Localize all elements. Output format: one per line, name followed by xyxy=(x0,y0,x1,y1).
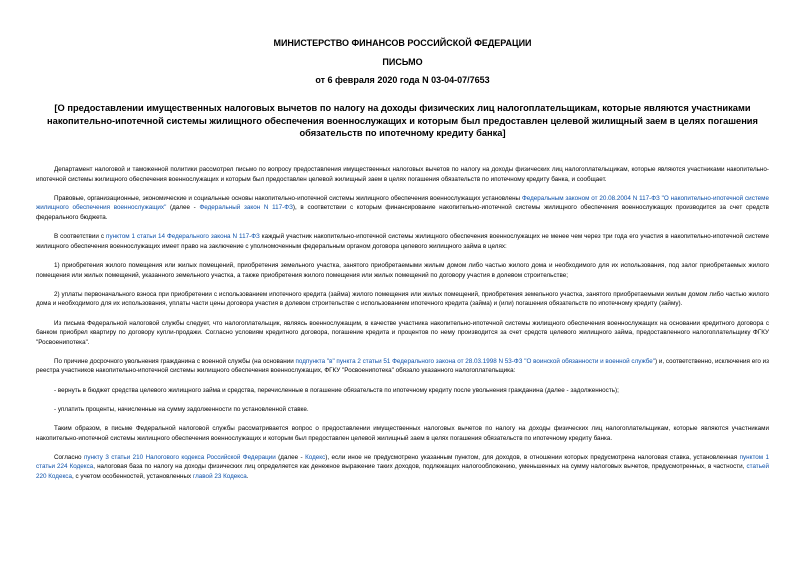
text-run: ), в соответствии с которым финансирование накопительно-ипотечной системы жилищного обеспечения военнослужащих производится за счет средств федерального бюджета. xyxy=(36,204,769,221)
document-body xyxy=(36,165,769,491)
law-53fz-link[interactable]: подпункта "в" пункта 2 статьи 51 Федерального закона от 28.03.1998 N 53-ФЗ "О воинской обязанности и военной службе" xyxy=(295,357,656,365)
tax-code-article-210-link[interactable]: пункту 3 статьи 210 Налогового кодекса Российской Федерации xyxy=(83,453,276,461)
paragraph-11 xyxy=(36,453,769,482)
text-run: (далее - xyxy=(166,204,200,212)
tax-code-link[interactable]: Кодекс xyxy=(305,453,326,461)
text-run: Правовые, организационные, экономические и социальные основы накопительно-ипотечной системы жилищного обеспечения военнослужащих установлены xyxy=(54,194,522,202)
text-run: , налоговая база по налогу на доходы физических лиц определяется как денежное выражение таких доходов, подлежащих налогообложению, уменьшенных на сумму налоговых вычетов, предусмотренных, в частности, xyxy=(93,463,747,471)
paragraph-6: Из письма Федеральной налоговой службы следует, что налогоплательщик, являясь военнослужащим, в качестве участника накопительно-ипотечной системы жилищного обеспечения военнослужащих на основании кредитного договора с банком приобрел квартиру по договору купли-продажи. Согласно условиям кредитного договора, погашение кредита и процентов по нему производится за счет средств целевого жилищного займа, предоставленного налогоплательщику ФГКУ "Росвоенипотека". xyxy=(36,319,769,346)
document-subject: [О предоставлении имущественных налоговых вычетов по налогу на доходы физических лиц налогоплательщикам, которые являются участниками накопительно-ипотечной системы жилищного обеспечения военнослужащих и которым был предоставлен целевой жилищный заем в целях погашения обязательств по ипотечному кредиту банка] xyxy=(47,103,758,138)
text-run: ) и, соответственно, исключения его из реестра участников накопительно-ипотечной системы жилищного обеспечения военнослужащих, ФГКУ "Росвоенипотека" обязало указанного налогоплательщика: xyxy=(36,357,770,375)
text-run: , с учетом особенностей, установленных xyxy=(71,473,193,480)
paragraph-3 xyxy=(36,232,769,251)
article-220-link[interactable]: статьей 220 Кодекса xyxy=(36,463,769,480)
paragraph-1: Департамент налоговой и таможенной политики рассмотрел письмо по вопросу предоставления имущественных налоговых вычетов по налогу на доходы физических лиц налогоплательщикам, которые являются участниками накопительно-ипотечной системы жилищного обеспечения военнослужащих и которым был предоставлен целевой жилищный заем в целях погашения обязательств по ипотечному кредиту банка, и сообщает. xyxy=(36,166,769,183)
article-224-link[interactable]: пунктом 1 статьи 224 Кодекса xyxy=(36,453,770,471)
paragraph-8: - вернуть в бюджет средства целевого жилищного займа и средства, перечисленные в погашение обязательств по ипотечному кредиту после увольнения гражданина (далее - задолженность); xyxy=(54,386,619,394)
doc-type-heading: ПИСЬМО xyxy=(382,57,423,67)
paragraph-5: 2) уплаты первоначального взноса при приобретении с использованием ипотечного кредита (займа) жилого помещения или жилых помещений, приобретения земельного участка, занятого приобретаемыми жилым домом либо частью жилого дома и необходимого для их использования, уплаты части цены договора участия в долевом строительстве с использованием ипотечного кредита (займа) и (или) погашения обязательств по ипотечному кредиту (займу). xyxy=(36,290,769,308)
paragraph-10: Таким образом, в письме Федеральной налоговой службы рассматривается вопрос о предоставлении имущественных налоговых вычетов по налогу на доходы физических лиц налогоплательщикам, которые являются участниками накопительно-ипотечной системы жилищного обеспечения военнослужащих и которым был предоставлен целевой жилищный заем в целях погашения обязательств по ипотечному кредиту банка. xyxy=(36,425,769,442)
text-run: По причине досрочного увольнения гражданина с военной службы (на основании xyxy=(54,357,296,365)
law-117fz-short-link[interactable]: Федеральный закон N 117-ФЗ xyxy=(199,204,293,212)
paragraph-2 xyxy=(36,194,769,223)
text-run: В соответствии с xyxy=(54,233,107,241)
doc-date-number: от 6 февраля 2020 года N 03-04-07/7653 xyxy=(315,75,490,85)
paragraph-4: 1) приобретения жилого помещения или жилых помещений, приобретения земельного участка, занятого приобретаемыми жилым домом либо частью жилого дома и необходимого для их использования, под залог приобретаемых жилого помещения или жилых помещений, указанного земельного участка, а также приобретения жилого помещения или жилых помещений по договору участия в долевом строительстве; xyxy=(36,261,769,279)
law-117fz-link[interactable]: Федеральным законом от 20.08.2004 N 117-ФЗ "О накопительно-ипотечной системе жилищного обеспечения военнослужащих" xyxy=(36,194,769,212)
article-14-link[interactable]: пунктом 1 статьи 14 Федерального закона N 117-ФЗ xyxy=(106,233,260,241)
text-run: (далее - xyxy=(275,453,306,461)
text-run: каждый участник накопительно-ипотечной системы жилищного обеспечения военнослужащих не менее чем через три года его участия в накопительно-ипотечной системе жилищного обеспечения военнослужащих имеет право на заключение с уполномоченным федеральным органом договора целевого жилищного займа в целях: xyxy=(36,233,770,250)
ministry-heading: МИНИСТЕРСТВО ФИНАНСОВ РОССИЙСКОЙ ФЕДЕРАЦИИ xyxy=(273,38,532,48)
text-run: ), если иное не предусмотрено указанным пунктом, для доходов, в отношении которых предусмотрена налоговая ставка, установленная xyxy=(325,453,740,461)
paragraph-9: - уплатить проценты, начисленные на сумму задолженности по установленной ставке. xyxy=(54,405,309,413)
paragraph-7 xyxy=(36,357,769,376)
text-run: Согласно xyxy=(54,453,84,461)
text-run: . xyxy=(246,473,249,480)
chapter-23-link[interactable]: главой 23 Кодекса xyxy=(192,473,247,480)
